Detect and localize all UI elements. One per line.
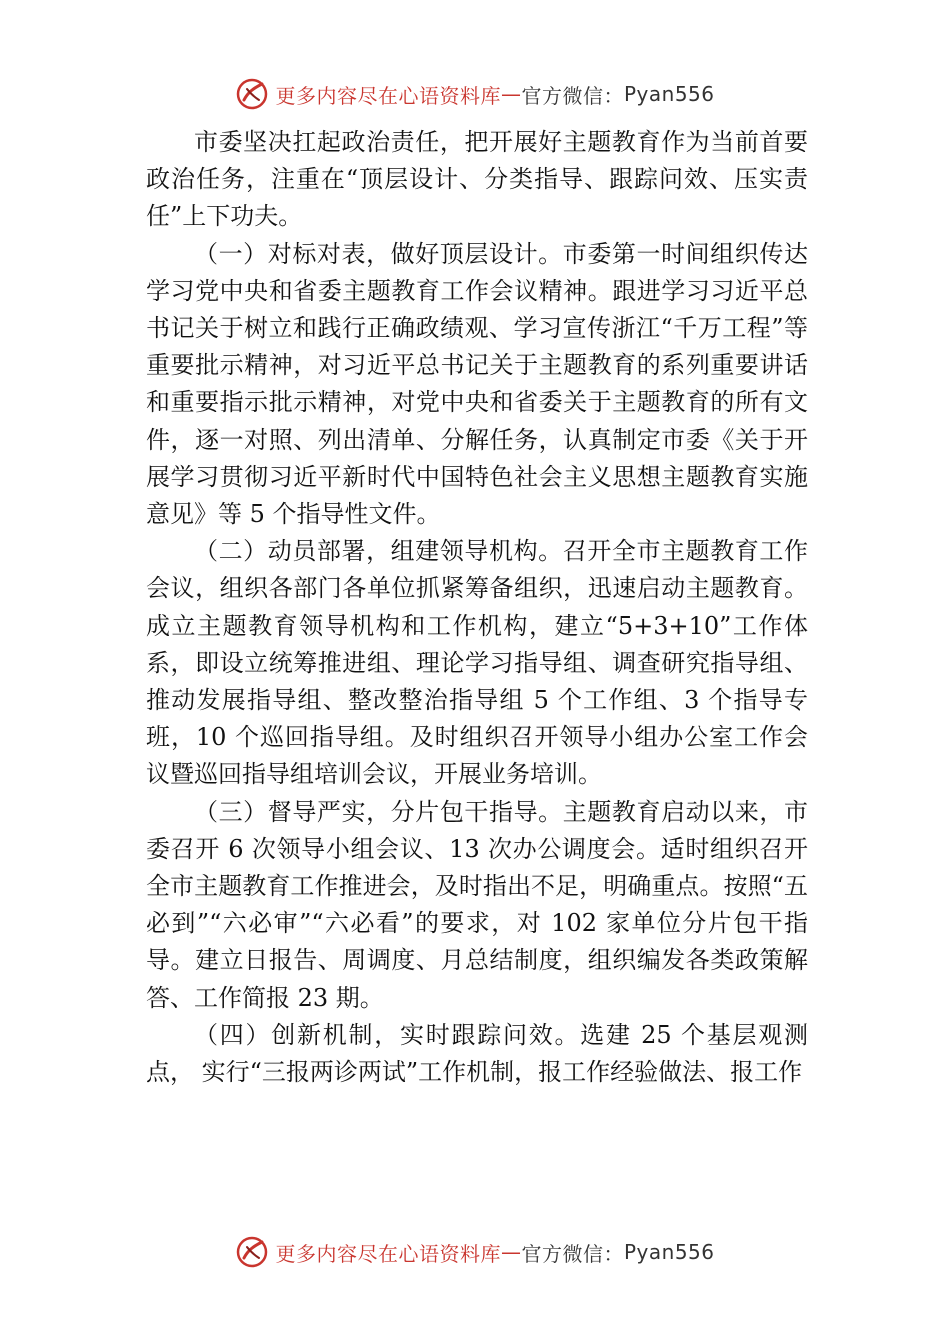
header-watermark: [0, 74, 950, 114]
watermark-wechat-label: 官方微信：: [521, 1241, 624, 1266]
paragraph-intro: 市委坚决扛起政治责任，把开展好主题教育作为当前首要政治任务，注重在“顶层设计、分类指导、跟踪问效、压实责任”上下功夫。: [146, 128, 808, 231]
brush-logo-icon: [235, 1235, 269, 1269]
watermark-dash: —: [500, 1240, 522, 1264]
brush-logo-icon: [235, 77, 269, 111]
watermark-wechat-id: Pyan556: [623, 1240, 715, 1264]
document-body: [146, 124, 808, 1091]
watermark-brand-text: 更多内容尽在心语资料库: [275, 83, 501, 108]
watermark-dash: —: [500, 82, 522, 106]
paragraph-section-2: （二）动员部署，组建领导机构。召开全市主题教育工作会议，组织各部门各单位抓紧筹备组织，迅速启动主题教育。成立主题教育领导机构和工作机构，建立“5+3+10”工作体系，即设立统筹推进组、理论学习指导组、调查研究指导组、推动发展指导组、整改整治指导组 5 个工作组、3 个指导专班，10 个巡回指导组。及时组织召开领导小组办公室工作会议暨巡回指导组培训会议，开展业务培训。: [146, 537, 808, 789]
watermark-wechat-label: 官方微信：: [521, 83, 624, 108]
footer-watermark: [0, 1232, 950, 1272]
paragraph-section-4: （四）创新机制，实时跟踪问效。选建 25 个基层观测点， 实行“三报两诊两试”工作机制，报工作经验做法、报工作: [146, 1020, 808, 1087]
paragraph-section-3: （三）督导严实，分片包干指导。主题教育启动以来，市委召开 6 次领导小组会议、13 次办公调度会。适时组织召开全市主题教育工作推进会，及时指出不足，明确重点。按照“五必到”“六必审”“六必看”的要求，对 102 家单位分片包干指导。建立日报告、周调度、月总结制度，组织编发各类政策解答、工作简报 23 期。: [146, 797, 808, 1012]
watermark-brand-text: 更多内容尽在心语资料库: [275, 1241, 501, 1266]
watermark-wechat-id: Pyan556: [623, 82, 715, 106]
paragraph-section-1: （一）对标对表，做好顶层设计。市委第一时间组织传达学习党中央和省委主题教育工作会议精神。跟进学习习近平总书记关于树立和践行正确政绩观、学习宣传浙江“千万工程”等重要批示精神，对习近平总书记关于主题教育的系列重要讲话和重要指示批示精神，对党中央和省委关于主题教育的所有文件，逐一对照、列出清单、分解任务，认真制定市委《关于开展学习贯彻习近平新时代中国特色社会主义思想主题教育实施意见》等 5 个指导性文件。: [146, 239, 808, 529]
